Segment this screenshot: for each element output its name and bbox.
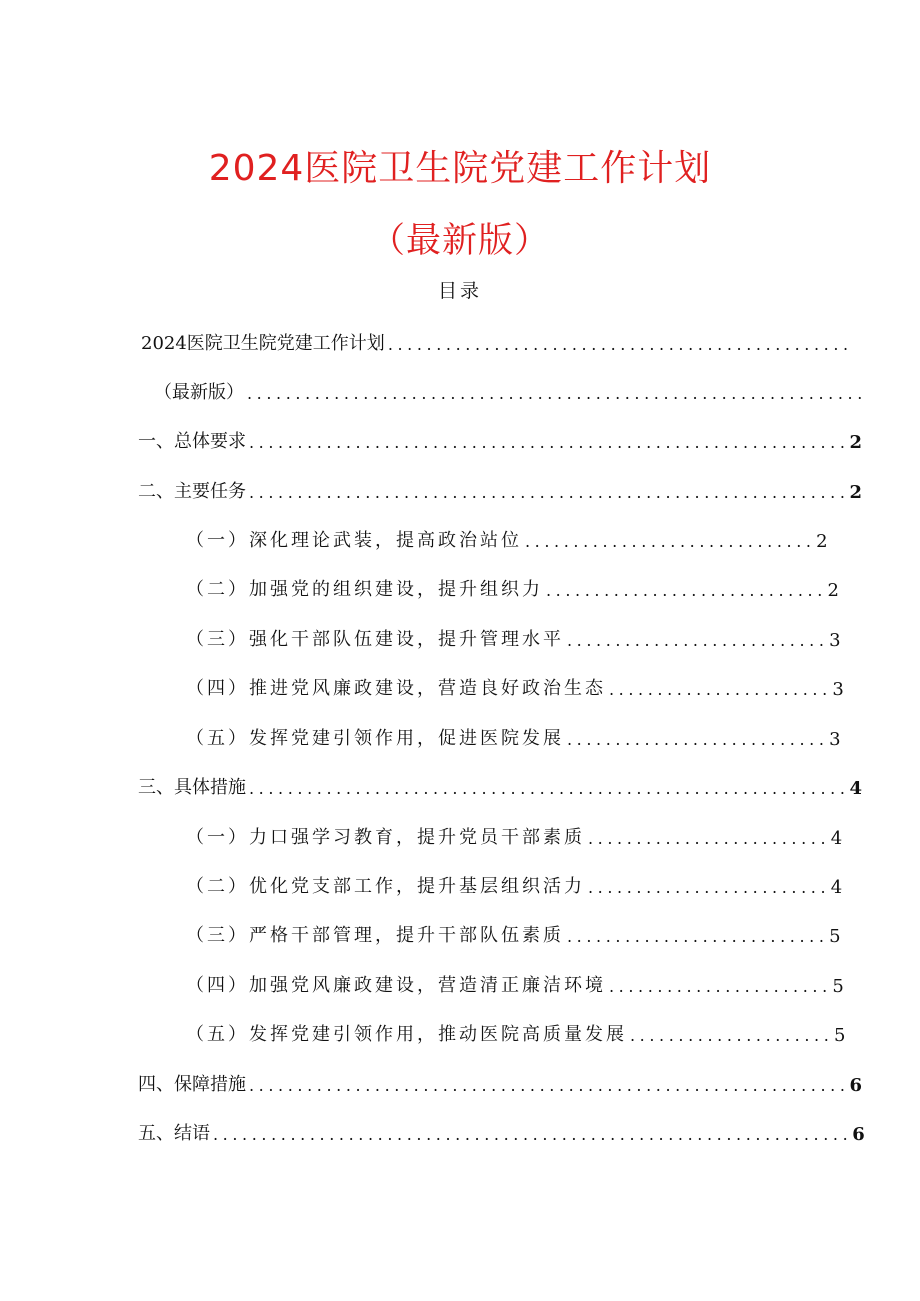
toc-entry-label: 五、结语	[138, 1123, 210, 1144]
toc-entry-section-4[interactable]	[138, 1066, 863, 1096]
toc-entry-2-4[interactable]	[186, 670, 844, 700]
toc-dot-leader: .......................	[609, 680, 832, 699]
toc-dot-leader: ..............................................................	[249, 779, 850, 798]
toc-page-number: 2	[816, 531, 828, 552]
toc-entry-subtitle[interactable]	[154, 374, 867, 404]
toc-entry-section-3[interactable]	[138, 769, 863, 799]
toc-dot-leader: ..............................	[525, 532, 816, 551]
toc-entry-title[interactable]	[141, 325, 853, 355]
toc-page-number: 4	[849, 778, 863, 799]
toc-page-number: 5	[832, 976, 844, 997]
toc-dot-leader: .............................	[546, 581, 827, 600]
toc-dot-leader: ...........................	[567, 631, 829, 650]
toc-entry-label: （三）强化干部队伍建设，提升管理水平	[186, 629, 564, 650]
toc-entry-label: （一）力口强学习教育，提升党员干部素质	[186, 827, 585, 848]
toc-entry-3-1[interactable]	[186, 819, 843, 849]
toc-dot-leader: ...........................	[567, 927, 829, 946]
toc-entry-label: （四）加强党风廉政建设，营造清正廉洁环境	[186, 975, 606, 996]
toc-entry-label: 一、总体要求	[138, 431, 246, 452]
toc-entry-2-1[interactable]	[186, 522, 828, 552]
toc-entry-label: 三、具体措施	[138, 777, 246, 798]
toc-entry-label: （五）发挥党建引领作用，推动医院高质量发展	[186, 1024, 627, 1045]
toc-page-number: 4	[830, 877, 843, 898]
toc-page-number: 3	[829, 729, 841, 750]
toc-entry-3-5[interactable]	[186, 1016, 846, 1046]
toc-entry-section-5[interactable]	[138, 1115, 865, 1145]
toc-page-number: 4	[830, 828, 843, 849]
toc-entry-section-1[interactable]	[138, 423, 863, 453]
toc-page-number: 6	[849, 1075, 863, 1096]
toc-page-number: 2	[849, 482, 863, 503]
toc-page-number: 3	[832, 679, 844, 700]
toc-page-number: 5	[829, 926, 841, 947]
toc-entry-label: （一）深化理论武装，提高政治站位	[186, 530, 522, 551]
toc-entry-2-2[interactable]	[186, 571, 839, 601]
toc-entry-label: （最新版）	[154, 382, 244, 403]
toc-page-number: 2	[827, 580, 839, 601]
toc-entry-label: （四）推进党风廉政建设，营造良好政治生态	[186, 678, 606, 699]
toc-dot-leader: .........................	[588, 829, 831, 848]
toc-entry-3-2[interactable]	[186, 868, 843, 898]
toc-entry-label: （二）优化党支部工作，提升基层组织活力	[186, 876, 585, 897]
toc-dot-leader: ..............................................................	[249, 1076, 850, 1095]
toc-entry-label: 2024医院卫生院党建工作计划	[141, 333, 385, 354]
toc-dot-leader: ..................................................................	[213, 1125, 853, 1144]
toc-page-number: 6	[852, 1124, 865, 1145]
toc-page-number: 5	[833, 1025, 846, 1046]
toc-entry-2-5[interactable]	[186, 720, 841, 750]
toc-entry-label: （五）发挥党建引领作用，促进医院发展	[186, 728, 564, 749]
toc-dot-leader: ..............................................................	[249, 483, 850, 502]
toc-entry-label: （三）严格干部管理，提升干部队伍素质	[186, 925, 564, 946]
toc-page-number: 2	[849, 432, 863, 453]
toc-page-number: 3	[829, 630, 841, 651]
toc-heading: 目录	[437, 280, 482, 302]
toc-entry-3-4[interactable]	[186, 967, 844, 997]
toc-dot-leader: ...........................	[567, 730, 829, 749]
toc-entry-label: （二）加强党的组织建设，提升组织力	[186, 579, 543, 600]
toc-dot-leader: .......................	[609, 977, 832, 996]
toc-dot-leader: .........................	[588, 878, 831, 897]
toc-entry-3-3[interactable]	[186, 917, 841, 947]
toc-entry-label: 四、保障措施	[138, 1074, 246, 1095]
document-title: 2024医院卫生院党建工作计划	[208, 148, 712, 189]
toc-dot-leader: ................................................................	[247, 384, 867, 403]
toc-dot-leader: ..............................................................	[249, 433, 850, 452]
toc-entry-label: 二、主要任务	[138, 481, 246, 502]
toc-dot-leader: ................................................	[387, 335, 853, 354]
toc-entry-section-2[interactable]	[138, 473, 863, 503]
toc-entry-2-3[interactable]	[186, 621, 841, 651]
toc-dot-leader: .....................	[630, 1026, 834, 1045]
document-subtitle: （最新版）	[369, 221, 550, 261]
